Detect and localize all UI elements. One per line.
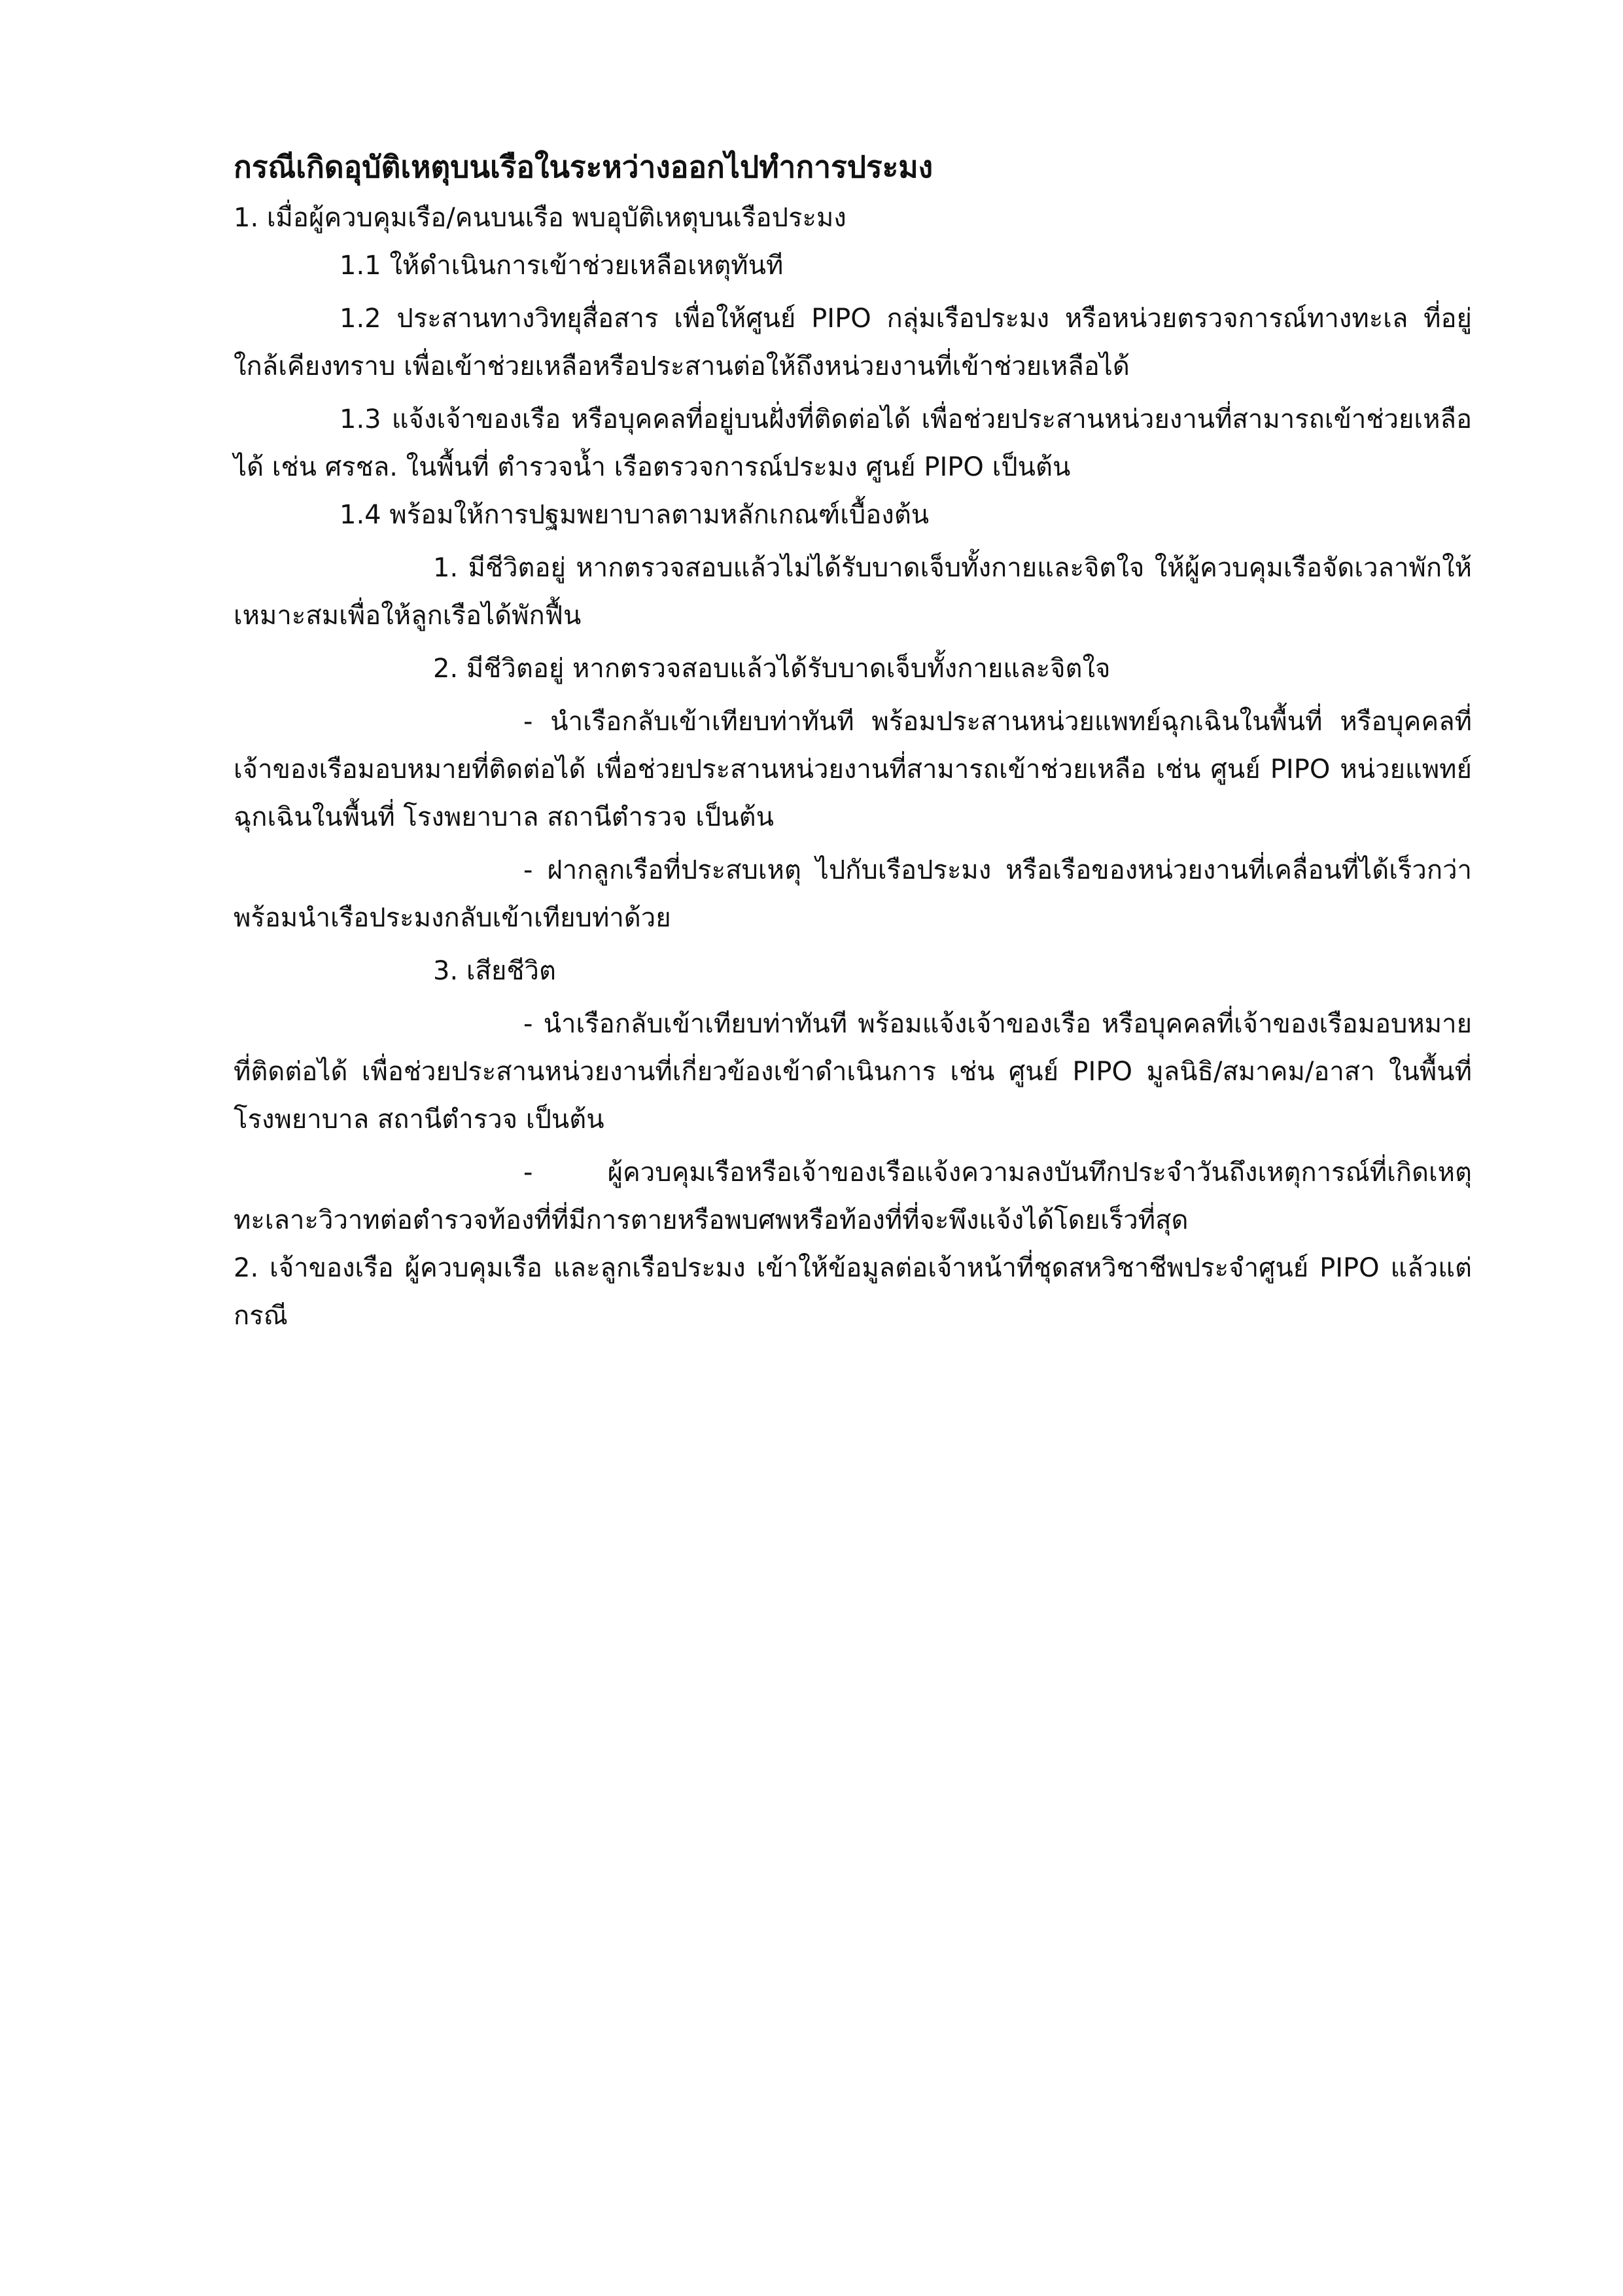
item-1-3: 1.3 แจ้งเจ้าของเรือ หรือบุคคลที่อยู่บนฝั่งที่ติดต่อได้ เพื่อช่วยประสานหน่วยงานที่สามารถเข้าช่วยเหลือได้ เช่น ศรชล. ในพื้นที่ ตำรวจน้ำ เรือตรวจการณ์ประมง ศูนย์ PIPO เป็นต้น (234, 404, 1472, 482)
item-1-4-case-3: 3. เสียชีวิต (433, 956, 556, 986)
document-body (234, 141, 1472, 1340)
item-2: 2. เจ้าของเรือ ผู้ควบคุมเรือ และลูกเรือประมง เข้าให้ข้อมูลต่อเจ้าหน้าที่ชุดสหวิชาชีพประจำศูนย์ PIPO แล้วแต่กรณี (234, 1253, 1472, 1331)
item-1-4-case-1: 1. มีชีวิตอยู่ หากตรวจสอบแล้วไม่ได้รับบาดเจ็บทั้งกายและจิตใจ ให้ผู้ควบคุมเรือจัดเวลาพักให้เหมาะสมเพื่อให้ลูกเรือได้พักฟื้น (234, 553, 1472, 631)
item-1: 1. เมื่อผู้ควบคุมเรือ/คนบนเรือ พบอุบัติเหตุบนเรือประมง (234, 203, 846, 233)
item-1-4-case-2-step-1: - นำเรือกลับเข้าเทียบท่าทันที พร้อมประสานหน่วยแพทย์ฉุกเฉินในพื้นที่ หรือบุคคลที่เจ้าของเรือมอบหมายที่ติดต่อได้ เพื่อช่วยประสานหน่วยงานที่สามารถเข้าช่วยเหลือ เช่น ศูนย์ PIPO หน่วยแพทย์ฉุกเฉินในพื้นที่ โรงพยาบาล สถานีตำรวจ เป็นต้น (234, 707, 1472, 832)
item-1-4: 1.4 พร้อมให้การปฐมพยาบาลตามหลักเกณฑ์เบื้องต้น (340, 500, 930, 530)
document-title: กรณีเกิดอุบัติเหตุบนเรือในระหว่างออกไปทำการประมง (234, 149, 934, 185)
item-1-1: 1.1 ให้ดำเนินการเข้าช่วยเหลือเหตุทันที (340, 251, 784, 281)
item-1-4-case-3-step-1: - นำเรือกลับเข้าเทียบท่าทันที พร้อมแจ้งเจ้าของเรือ หรือบุคคลที่เจ้าของเรือมอบหมายที่ติดต่อได้ เพื่อช่วยประสานหน่วยงานที่เกี่ยวข้องเข้าดำเนินการ เช่น ศูนย์ PIPO มูลนิธิ/สมาคม/อาสา ในพื้นที่ โรงพยาบาล สถานีตำรวจ เป็นต้น (234, 1009, 1472, 1135)
item-1-2: 1.2 ประสานทางวิทยุสื่อสาร เพื่อให้ศูนย์ PIPO กลุ่มเรือประมง หรือหน่วยตรวจการณ์ทางทะเล ที่อยู่ใกล้เคียงทราบ เพื่อเข้าช่วยเหลือหรือประสานต่อให้ถึงหน่วยงานที่เข้าช่วยเหลือได้ (234, 304, 1472, 381)
item-1-4-case-2-step-2: - ฝากลูกเรือที่ประสบเหตุ ไปกับเรือประมง หรือเรือของหน่วยงานที่เคลื่อนที่ได้เร็วกว่า พร้อมนำเรือประมงกลับเข้าเทียบท่าด้วย (234, 855, 1472, 933)
item-1-4-case-2: 2. มีชีวิตอยู่ หากตรวจสอบแล้วได้รับบาดเจ็บทั้งกายและจิตใจ (433, 654, 1111, 684)
item-1-4-case-3-step-2: - ผู้ควบคุมเรือหรือเจ้าของเรือแจ้งความลงบันทึกประจำวันถึงเหตุการณ์ที่เกิดเหตุทะเลาะวิวาทต่อตำรวจท้องที่ที่มีการตายหรือพบศพหรือท้องที่ที่จะพึงแจ้งได้โดยเร็วที่สุด (234, 1157, 1472, 1235)
